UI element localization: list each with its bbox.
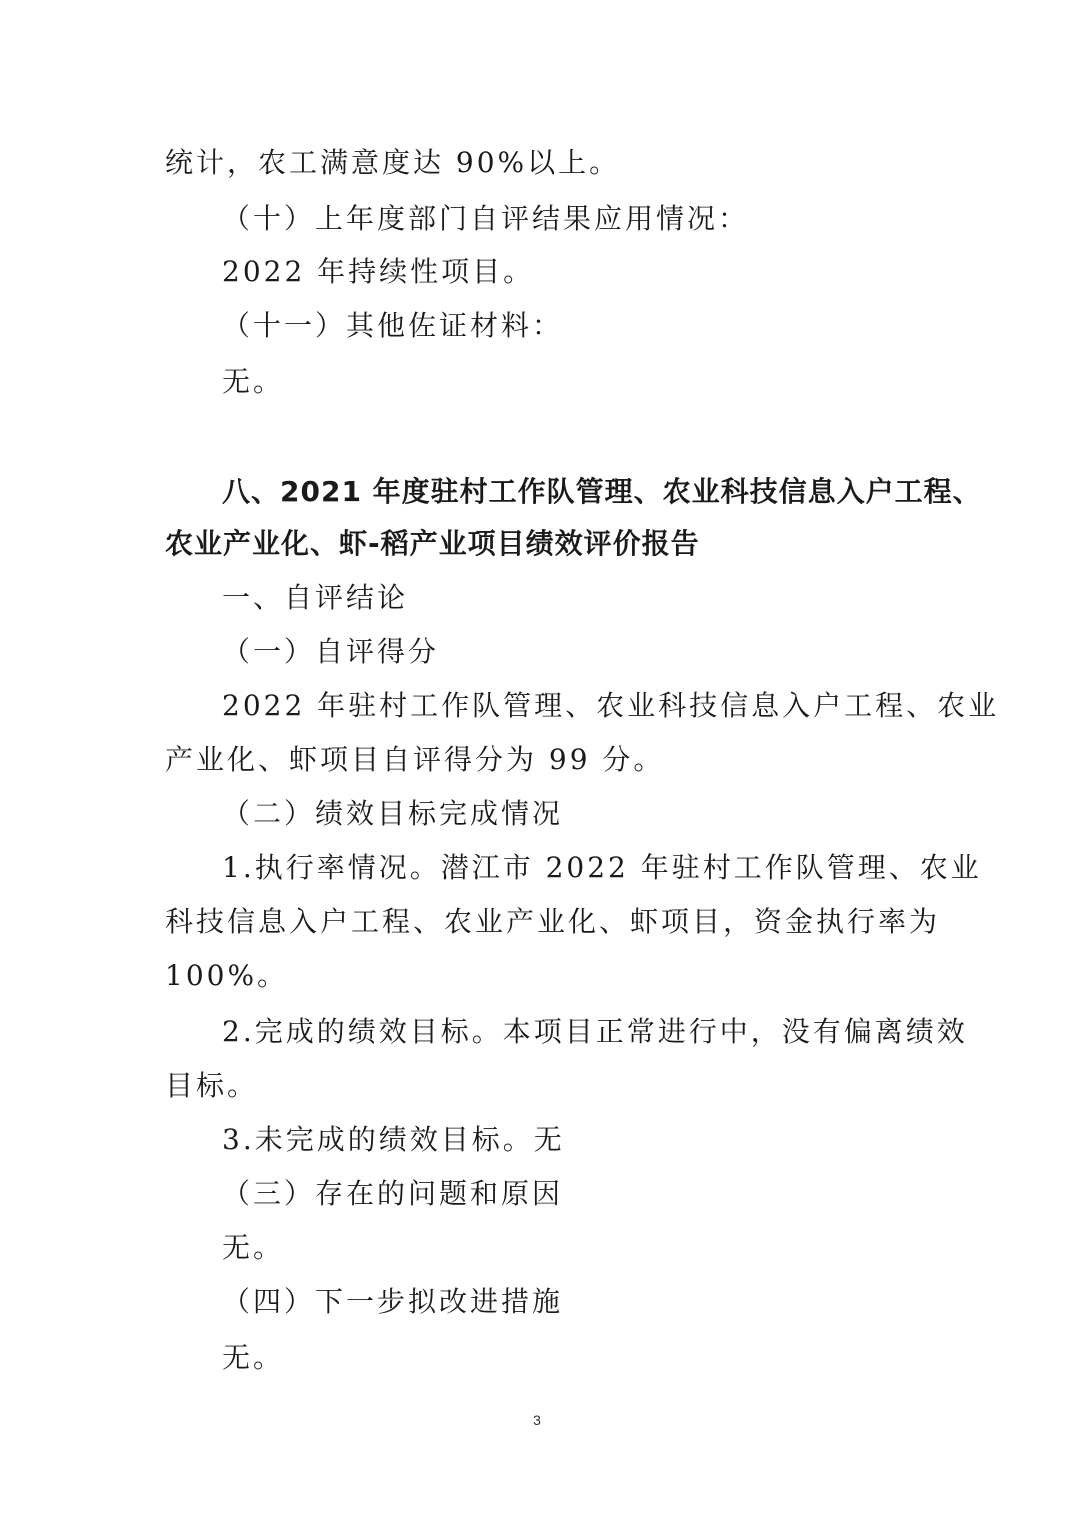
- subsection-heading: （十一）其他佐证材料：: [222, 309, 564, 342]
- subsection-heading: （三）存在的问题和原因: [222, 1177, 564, 1210]
- subsection-heading: （四）下一步拟改进措施: [222, 1285, 564, 1318]
- paragraph-line: 2.完成的绩效目标。本项目正常进行中，没有偏离绩效: [222, 1015, 968, 1048]
- paragraph-line: 统计，农工满意度达 90%以上。: [165, 146, 621, 179]
- paragraph-line: 100%。: [165, 959, 289, 992]
- paragraph-line: 无。: [222, 1231, 285, 1264]
- paragraph-line: 目标。: [165, 1069, 259, 1102]
- paragraph-line: 3.未完成的绩效目标。无: [222, 1123, 565, 1156]
- paragraph-line: 无。: [222, 1341, 285, 1374]
- paragraph-line: 科技信息入户工程、农业产业化、虾项目，资金执行率为: [165, 905, 941, 938]
- subsection-heading: （一）自评得分: [222, 635, 440, 668]
- page-number: 3: [533, 1412, 541, 1428]
- section-heading-line-2: 农业产业化、虾-稻产业项目绩效评价报告: [165, 527, 700, 560]
- section-heading-line-1: 八、2021 年度驻村工作队管理、农业科技信息入户工程、: [222, 475, 982, 508]
- subsection-heading: （十）上年度部门自评结果应用情况：: [222, 202, 750, 235]
- subsection-heading: （二）绩效目标完成情况: [222, 797, 564, 830]
- paragraph-line: 2022 年持续性项目。: [222, 255, 535, 288]
- paragraph-line: 2022 年驻村工作队管理、农业科技信息入户工程、农业: [222, 689, 1000, 722]
- paragraph-line: 无。: [222, 365, 285, 398]
- paragraph-line: 1.执行率情况。潜江市 2022 年驻村工作队管理、农业: [222, 851, 982, 884]
- paragraph-line: 产业化、虾项目自评得分为 99 分。: [165, 743, 665, 776]
- subsection-heading: 一、自评结论: [222, 581, 409, 614]
